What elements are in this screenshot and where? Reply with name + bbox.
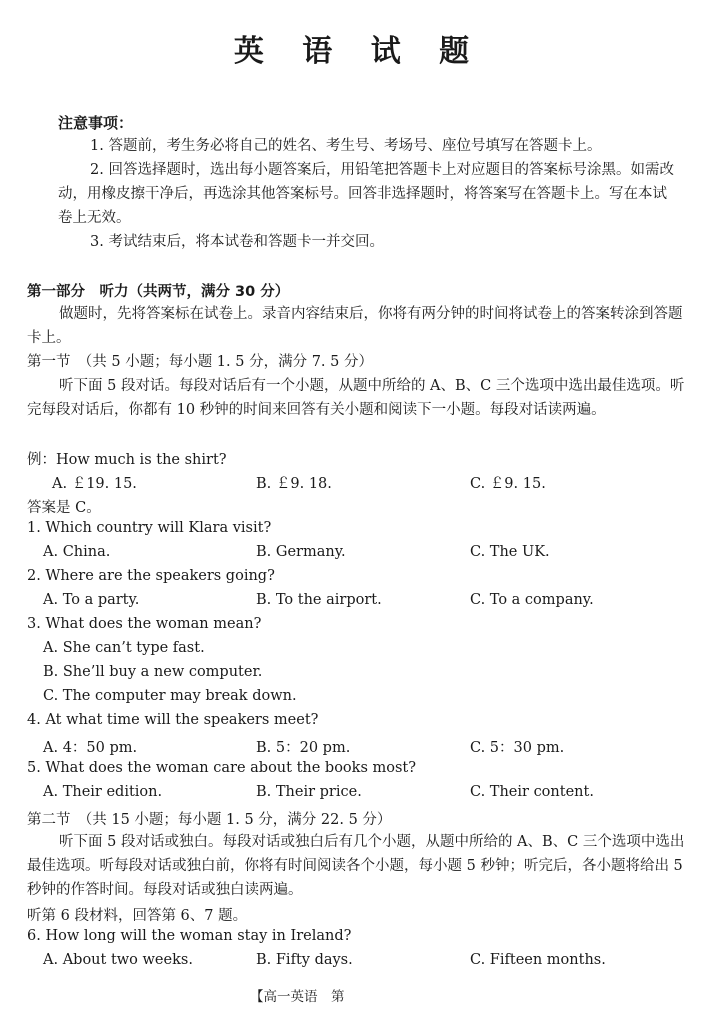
example-option-b: B. ￡9. 18. [256,476,332,492]
section1-heading: 第一节 （共 5 小题；每小题 1. 5 分，满分 7. 5 分） [27,354,373,370]
q4-option-a: A. 4：50 pm. [43,740,138,756]
q5-option-b: B. Their price. [256,784,362,800]
notice-item-1: 1. 答题前，考生务必将自己的姓名、考生号、考场号、座位号填写在答题卡上。 [90,138,602,154]
q3-option-a: A. She can’t type fast. [43,640,205,656]
q3-option-b: B. She’ll buy a new computer. [43,664,263,680]
section1-intro: 听下面 5 段对话。每段对话后有一个小题，从题中所给的 A、B、C 三个选项中选出最佳选项。听完每段对话后，你都有 10 秒钟的时间来回答有关小题和阅读下一小题。每段对话读两遍。 [27,378,685,418]
q3-question: 3. What does the woman mean? [27,616,262,632]
material6-instruction: 听第 6 段材料，回答第 6、7 题。 [27,908,248,924]
q2-question: 2. Where are the speakers going? [27,568,275,584]
q2-option-a: A. To a party. [43,592,140,608]
example-answer: 答案是 C。 [27,500,101,516]
section2-heading: 第二节 （共 15 小题；每小题 1. 5 分，满分 22. 5 分） [27,812,392,828]
q6-question: 6. How long will the woman stay in Ireland? [27,928,352,944]
page-footer: 【高一英语 第 [250,989,345,1005]
q5-option-c: C. Their content. [470,784,594,800]
q1-option-b: B. Germany. [256,544,346,560]
example-question: 例：How much is the shirt? [27,452,227,468]
example-option-a: A. ￡19. 15. [52,476,137,492]
notice-item-3: 3. 考试结束后，将本试卷和答题卡一并交回。 [90,234,384,250]
part1-intro: 做题时，先将答案标在试卷上。录音内容结束后，你将有两分钟的时间将试卷上的答案转涂到答题卡上。 [27,306,683,346]
page-title: 英 语 试 题 [233,34,484,69]
q6-option-c: C. Fifteen months. [470,952,606,968]
q2-option-b: B. To the airport. [256,592,382,608]
q5-question: 5. What does the woman care about the books most? [27,760,417,776]
q4-option-b: B. 5：20 pm. [256,740,351,756]
q1-question: 1. Which country will Klara visit? [27,520,272,536]
q1-option-a: A. China. [43,544,111,560]
q3-option-c: C. The computer may break down. [43,688,297,704]
q1-option-c: C. The UK. [470,544,550,560]
notice-heading: 注意事项： [58,114,134,132]
part1-heading: 第一部分 听力（共两节，满分 30 分） [27,284,290,300]
q6-option-a: A. About two weeks. [43,952,193,968]
example-option-c: C. ￡9. 15. [470,476,546,492]
notice-item-2: 2. 回答选择题时，选出每小题答案后，用铅笔把答题卡上对应题目的答案标号涂黑。如需改动，用橡皮擦干净后，再选涂其他答案标号。回答非选择题时，将答案写在答题卡上。写在本试卷上无效。 [58,162,674,226]
q2-option-c: C. To a company. [470,592,594,608]
q6-option-b: B. Fifty days. [256,952,353,968]
q4-option-c: C. 5：30 pm. [470,740,565,756]
q4-question: 4. At what time will the speakers meet? [27,712,319,728]
q5-option-a: A. Their edition. [43,784,163,800]
section2-intro: 听下面 5 段对话或独白。每段对话或独白后有几个小题，从题中所给的 A、B、C 三个选项中选出最佳选项。听每段对话或独白前，你将有时间阅读各个小题，每小题 5 秒钟；听完后，各小题将给出 5 秒钟的作答时间。每段对话或独白读两遍。 [27,834,685,898]
